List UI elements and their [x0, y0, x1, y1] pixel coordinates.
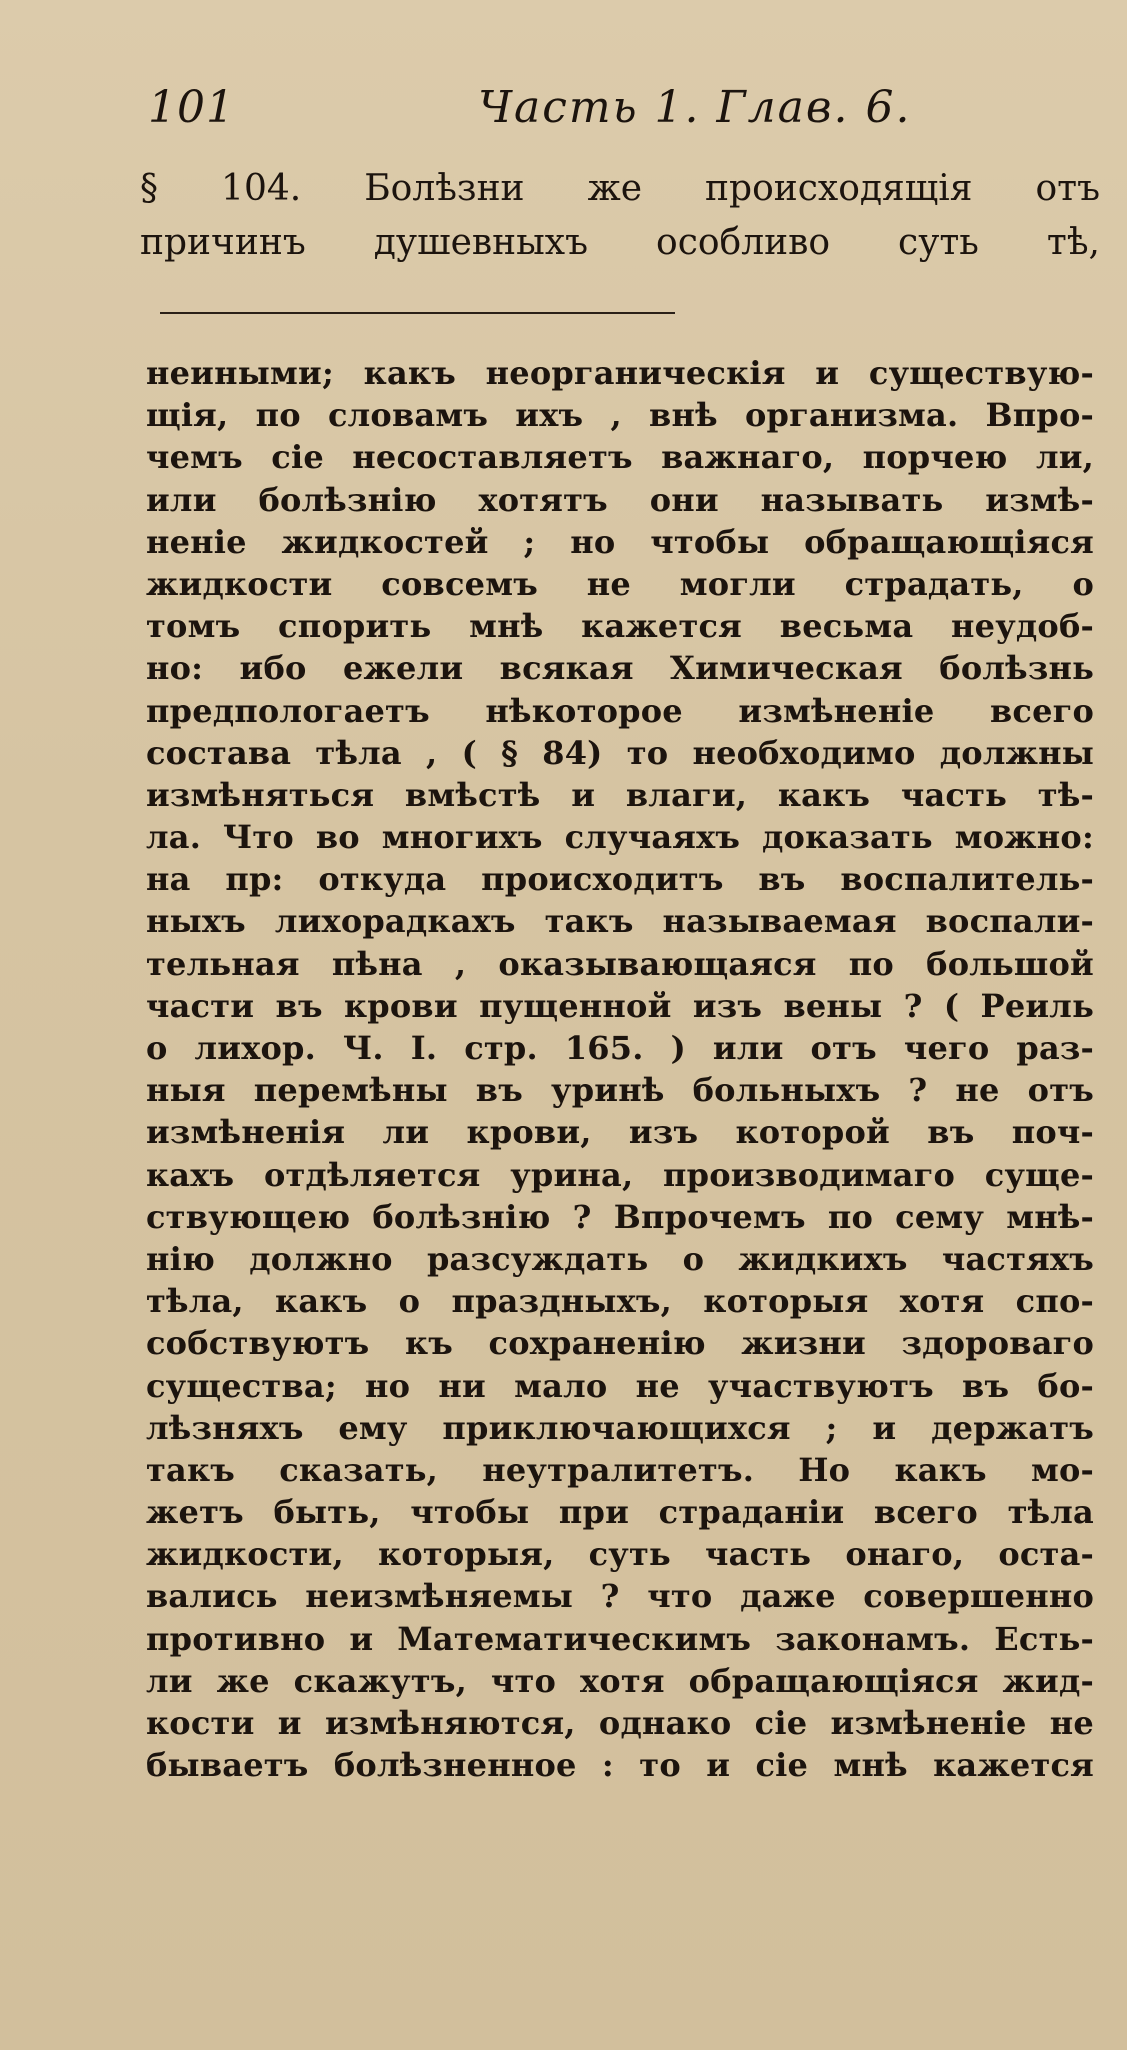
section-line: § 104. Болѣзни же происходящія отъ	[140, 168, 1100, 209]
text-line: бываетъ болѣзненное : то и сіе мнѣ кажется	[146, 1746, 1094, 1785]
body-text	[146, 352, 1094, 1786]
text-line: чемъ сіе несоставляетъ важнаго, порчею ли,	[146, 438, 1094, 477]
section-line: причинъ душевныхъ особливо суть тѣ,	[140, 222, 1100, 263]
text-line: на пр: откуда происходитъ въ воспалитель-	[146, 860, 1094, 899]
text-line: жидкости совсемъ не могли страдать, о	[146, 564, 1094, 603]
text-line: жетъ быть, чтобы при страданіи всего тѣла	[146, 1493, 1094, 1532]
text-line: такъ сказать, неутралитетъ. Но какъ мо-	[146, 1450, 1094, 1489]
text-line: измѣненія ли крови, изъ которой въ поч-	[146, 1113, 1094, 1152]
page-header	[148, 82, 912, 142]
text-line: но: ибо ежели всякая Химическая болѣзнь	[146, 649, 1094, 688]
text-line: ныя перемѣны въ уринѣ больныхъ ? не отъ	[146, 1071, 1094, 1110]
text-line: существа; но ни мало не участвуютъ въ бо-	[146, 1366, 1094, 1405]
divider-rule	[160, 312, 675, 314]
text-line: или болѣзнію хотятъ они называть измѣ-	[146, 480, 1094, 519]
text-line: ла. Что во многихъ случаяхъ доказать можно:	[146, 818, 1094, 857]
text-line: ныхъ лихорадкахъ такъ называемая воспали-	[146, 902, 1094, 941]
text-line: неиными; какъ неорганическія и существую-	[146, 354, 1094, 392]
section-heading-text	[140, 162, 1100, 270]
text-line: о лихор. Ч. I. стр. 165. ) или отъ чего раз-	[146, 1029, 1094, 1067]
text-line: лѣзняхъ ему приключающихся ; и держатъ	[146, 1408, 1094, 1447]
text-line: собствуютъ къ сохраненію жизни здороваго	[146, 1324, 1094, 1363]
text-line: предпологаетъ нѣкоторое измѣненіе всего	[146, 691, 1094, 730]
page-number: 101	[148, 82, 235, 133]
text-line: противно и Математическимъ законамъ. Есть-	[146, 1619, 1094, 1658]
text-line: жидкости, которыя, суть часть онаго, оста-	[146, 1535, 1094, 1574]
text-line: нію должно разсуждать о жидкихъ частяхъ	[146, 1239, 1094, 1278]
text-line: состава тѣла , ( § 84) то необходимо должны	[146, 733, 1094, 772]
running-head: Часть 1. Глав. 6.	[478, 82, 912, 133]
text-line: вались неизмѣняемы ? что даже совершенно	[146, 1577, 1094, 1616]
text-line: томъ спорить мнѣ кажется весьма неудоб-	[146, 607, 1094, 646]
text-line: кахъ отдѣляется урина, производимаго суще-	[146, 1155, 1094, 1194]
text-line: части въ крови пущенной изъ вены ? ( Реиль	[146, 986, 1094, 1025]
text-line: щія, по словамъ ихъ , внѣ организма. Впро-	[146, 396, 1094, 435]
text-line: тѣла, какъ о праздныхъ, которыя хотя спо-	[146, 1282, 1094, 1321]
text-line: неніе жидкостей ; но чтобы обращающіяся	[146, 522, 1094, 561]
text-line: ли же скажутъ, что хотя обращающіяся жид-	[146, 1661, 1094, 1700]
text-line: кости и измѣняются, однако сіе измѣненіе не	[146, 1704, 1094, 1742]
text-line: измѣняться вмѣстѣ и влаги, какъ часть тѣ-	[146, 775, 1094, 814]
text-line: ствующею болѣзнію ? Впрочемъ по сему мнѣ-	[146, 1197, 1094, 1236]
text-line: тельная пѣна , оказывающаяся по большой	[146, 944, 1094, 983]
